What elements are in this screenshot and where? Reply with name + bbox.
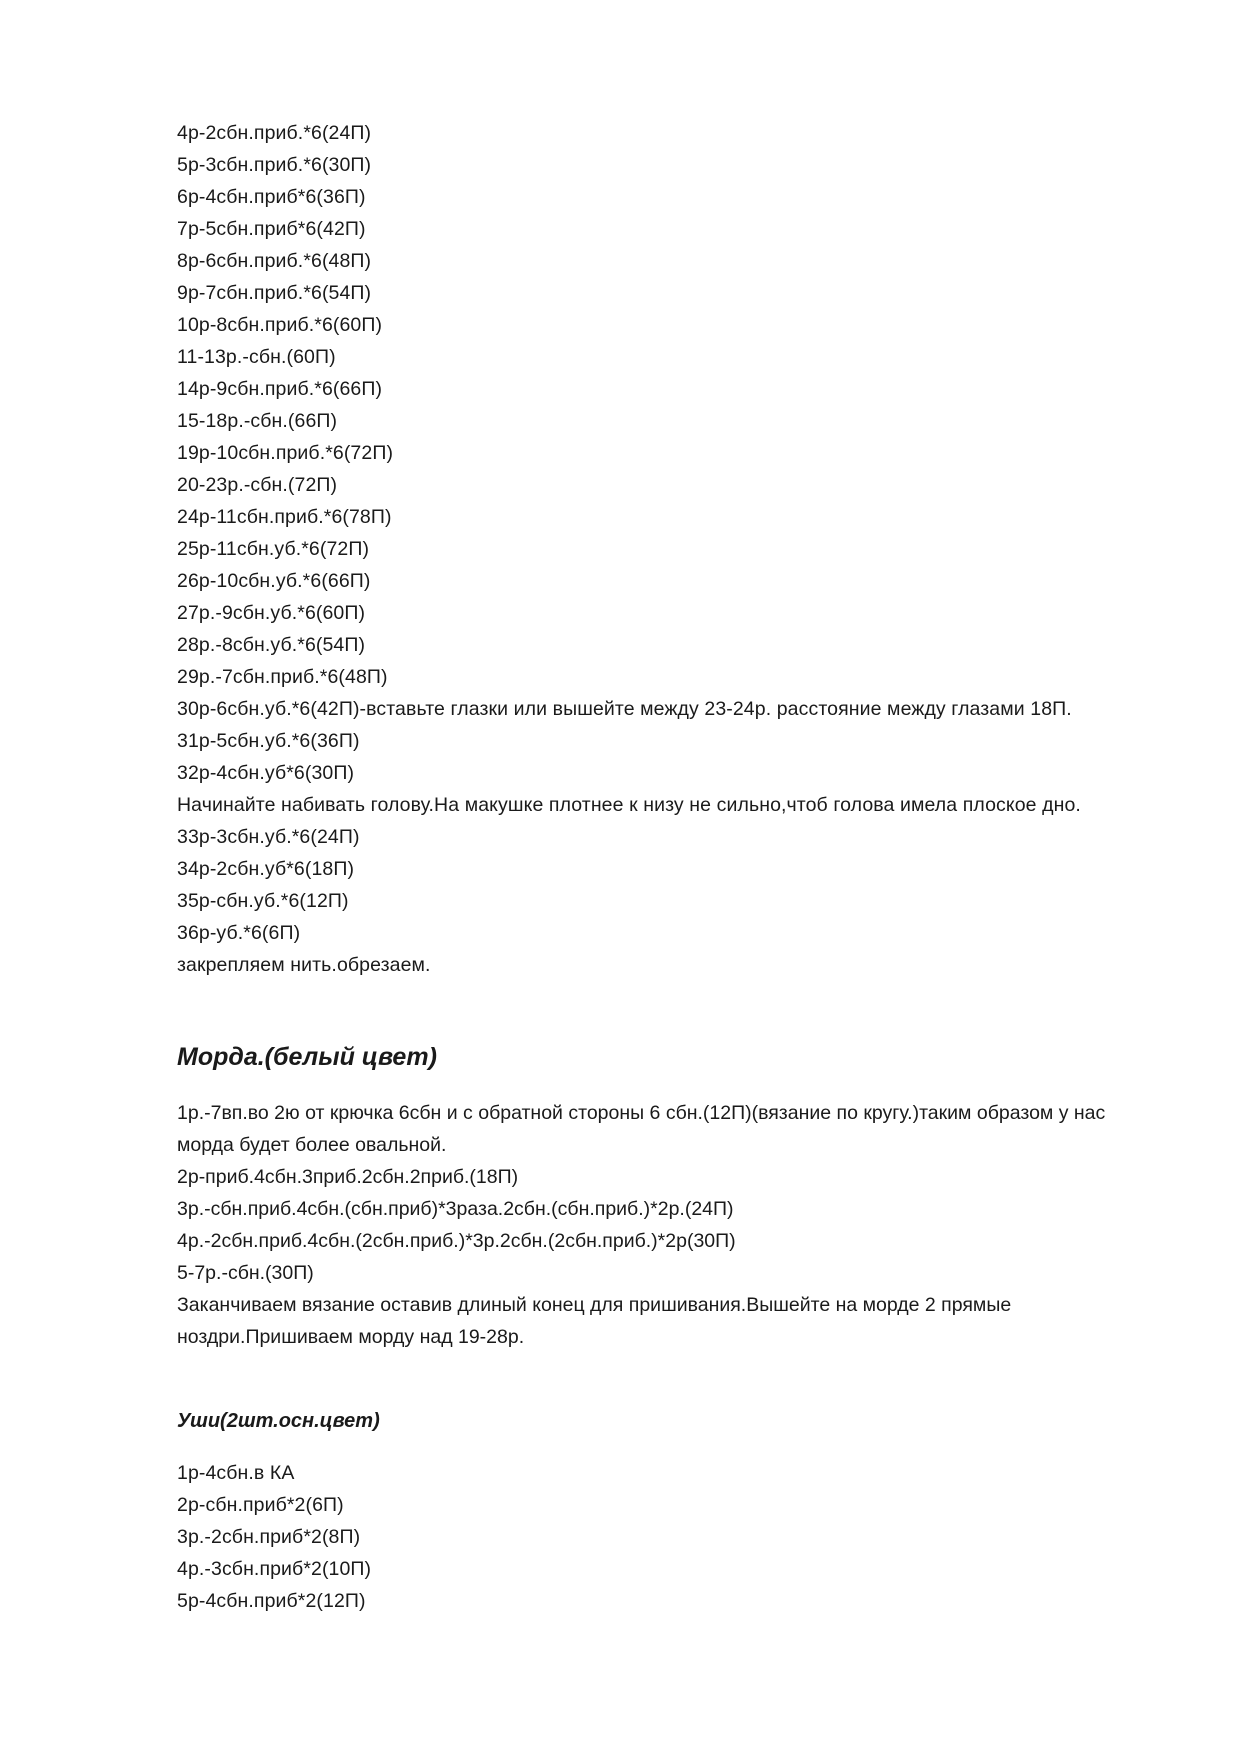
muzzle-row-3: 3р.-сбн.приб.4сбн.(сбн.приб)*3раза.2сбн.(сбн.приб.)*2р.(24П) [177, 1198, 734, 1220]
head-row-30: 30р-6сбн.уб.*6(42П)-вставьте глазки или вышейте между 23-24р. расстояние между глазами 18П. [177, 698, 1072, 720]
head-row-15-18: 15-18р.-сбн.(66П) [177, 410, 338, 432]
ears-row-3: 3р.-2сбн.приб*2(8П) [177, 1526, 361, 1548]
head-row-34: 34р-2сбн.уб*6(18П) [177, 858, 355, 880]
muzzle-finish-note: Заканчиваем вязание оставив длиный конец для пришивания.Вышейте на морде 2 прямые ноздри.Пришиваем морду над 19-28р. [177, 1294, 1012, 1348]
document-content [177, 117, 1167, 1617]
muzzle-section [177, 1097, 1167, 1353]
head-row-4: 4р-2сбн.приб.*6(24П) [177, 122, 372, 144]
ears-heading: Уши(2шт.осн.цвет) [177, 1410, 380, 1432]
muzzle-row-2: 2р-приб.4сбн.3приб.2сбн.2приб.(18П) [177, 1166, 519, 1188]
head-row-36: 36р-уб.*6(6П) [177, 922, 301, 944]
stuffing-instruction: Начинайте набивать голову.На макушке плотнее к низу не сильно,чтоб голова имела плоское дно. [177, 794, 1081, 816]
head-row-10: 10р-8сбн.приб.*6(60П) [177, 314, 383, 336]
head-row-11-13: 11-13р.-сбн.(60П) [177, 346, 336, 368]
head-row-6: 6р-4сбн.приб*6(36П) [177, 186, 366, 208]
head-row-9: 9р-7сбн.приб.*6(54П) [177, 282, 372, 304]
ears-row-5: 5р-4сбн.приб*2(12П) [177, 1590, 366, 1612]
head-row-19: 19р-10сбн.приб.*6(72П) [177, 442, 394, 464]
head-row-25: 25р-11сбн.уб.*6(72П) [177, 538, 370, 560]
head-row-14: 14р-9сбн.приб.*6(66П) [177, 378, 383, 400]
head-row-35: 35р-сбн.уб.*6(12П) [177, 890, 349, 912]
head-row-24: 24р-11сбн.приб.*6(78П) [177, 506, 392, 528]
head-row-5: 5р-3сбн.приб.*6(30П) [177, 154, 372, 176]
head-row-26: 26р-10сбн.уб.*6(66П) [177, 570, 371, 592]
head-rows-list [177, 117, 1167, 981]
head-row-29: 29р.-7сбн.приб.*6(48П) [177, 666, 388, 688]
muzzle-row-1: 1р.-7вп.во 2ю от крючка 6сбн и с обратной стороны 6 сбн.(12П)(вязание по кругу.)таким образом у нас морда будет более овальной. [177, 1102, 1106, 1156]
muzzle-heading: Морда.(белый цвет) [177, 1043, 437, 1071]
muzzle-row-5-7: 5-7р.-сбн.(30П) [177, 1262, 314, 1284]
head-row-20-23: 20-23р.-сбн.(72П) [177, 474, 338, 496]
head-row-8: 8р-6сбн.приб.*6(48П) [177, 250, 372, 272]
muzzle-row-4: 4р.-2сбн.приб.4сбн.(2сбн.приб.)*3р.2сбн.(2сбн.приб.)*2р(30П) [177, 1230, 736, 1252]
ears-section [177, 1457, 1167, 1617]
head-row-32: 32р-4сбн.уб*6(30П) [177, 762, 355, 784]
ears-row-4: 4р.-3сбн.приб*2(10П) [177, 1558, 372, 1580]
ears-row-2: 2р-сбн.приб*2(6П) [177, 1494, 344, 1516]
head-row-33: 33р-3сбн.уб.*6(24П) [177, 826, 360, 848]
ears-row-1: 1р-4сбн.в КА [177, 1462, 295, 1484]
head-row-31: 31р-5сбн.уб.*6(36П) [177, 730, 360, 752]
head-row-27: 27р.-9сбн.уб.*6(60П) [177, 602, 366, 624]
head-row-28: 28р.-8сбн.уб.*6(54П) [177, 634, 366, 656]
finishing-note: закрепляем нить.обрезаем. [177, 954, 431, 976]
head-row-7: 7р-5сбн.приб*6(42П) [177, 218, 366, 240]
